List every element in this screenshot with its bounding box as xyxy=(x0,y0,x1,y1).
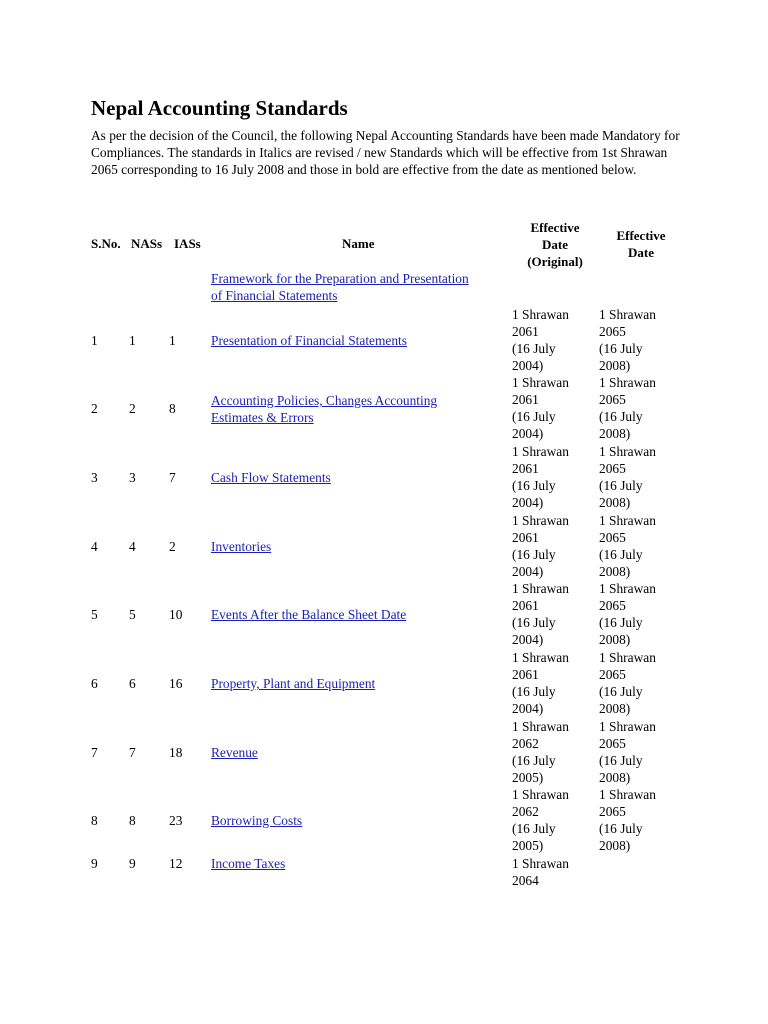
effective-original-line: (16 July xyxy=(512,615,556,630)
cell-ias: 16 xyxy=(169,676,183,691)
effective-line: 1 Shrawan xyxy=(599,375,656,390)
effective-original-line: 1 Shrawan xyxy=(512,581,569,596)
effective-original-line: 1 Shrawan xyxy=(512,375,569,390)
effective-line: (16 July xyxy=(599,341,643,356)
cell-ias: 10 xyxy=(169,607,183,622)
effective-original-line: 1 Shrawan xyxy=(512,787,569,802)
cell-nas: 6 xyxy=(129,676,136,691)
standard-name-line1[interactable]: Events After the Balance Sheet Date xyxy=(211,607,407,622)
cell-effective-original xyxy=(512,306,569,374)
effective-original-line: 1 Shrawan xyxy=(512,513,569,528)
effective-line: 2065 xyxy=(599,667,626,682)
framework-link[interactable] xyxy=(211,270,469,304)
header-effective-original-line2: Date xyxy=(542,237,568,252)
cell-effective xyxy=(599,649,656,717)
cell-effective-original xyxy=(512,374,569,442)
cell-sno: 6 xyxy=(91,676,98,691)
cell-sno: 9 xyxy=(91,856,98,871)
cell-effective xyxy=(599,374,656,442)
effective-line: 2065 xyxy=(599,324,626,339)
header-effective-original-line3: (Original) xyxy=(527,254,583,269)
cell-ias: 1 xyxy=(169,333,176,348)
effective-line: 2065 xyxy=(599,598,626,613)
standard-name-link[interactable] xyxy=(211,812,302,829)
effective-line: 1 Shrawan xyxy=(599,787,656,802)
effective-line: (16 July xyxy=(599,615,643,630)
standard-name-line1[interactable]: Income Taxes xyxy=(211,856,286,871)
cell-sno: 3 xyxy=(91,470,98,485)
standard-name-link[interactable] xyxy=(211,606,406,623)
cell-ias: 8 xyxy=(169,401,176,416)
header-sno: S.No. xyxy=(91,236,121,251)
effective-original-line: (16 July xyxy=(512,547,556,562)
effective-original-line: 2061 xyxy=(512,392,539,407)
effective-original-line: 2004) xyxy=(512,632,544,647)
effective-line: 2008) xyxy=(599,701,631,716)
cell-nas: 1 xyxy=(129,333,136,348)
effective-original-line: 1 Shrawan xyxy=(512,856,569,871)
cell-sno: 5 xyxy=(91,607,98,622)
header-effective xyxy=(600,227,682,261)
effective-line: 1 Shrawan xyxy=(599,307,656,322)
standard-name-link[interactable] xyxy=(211,744,258,761)
effective-line: 2008) xyxy=(599,426,631,441)
standard-name-line1[interactable]: Inventories xyxy=(211,539,272,554)
effective-line: (16 July xyxy=(599,478,643,493)
standard-name-link[interactable] xyxy=(211,469,331,486)
effective-line: 2065 xyxy=(599,392,626,407)
cell-effective-original xyxy=(512,580,569,648)
cell-effective-original xyxy=(512,718,569,786)
header-nass: NASs xyxy=(131,236,163,251)
header-iass: IASs xyxy=(174,236,201,251)
effective-original-line: 1 Shrawan xyxy=(512,444,569,459)
cell-effective xyxy=(599,443,656,511)
cell-effective-original xyxy=(512,443,569,511)
effective-line: (16 July xyxy=(599,684,643,699)
effective-line: 1 Shrawan xyxy=(599,513,656,528)
cell-ias: 7 xyxy=(169,470,176,485)
header-effective-original-line1: Effective xyxy=(530,220,580,235)
effective-original-line: 2062 xyxy=(512,736,539,751)
effective-original-line: 1 Shrawan xyxy=(512,307,569,322)
standard-name-link[interactable] xyxy=(211,392,437,426)
standard-name-line1[interactable]: Borrowing Costs xyxy=(211,813,303,828)
standard-name-link[interactable] xyxy=(211,332,407,349)
effective-original-line: 2004) xyxy=(512,495,544,510)
cell-effective xyxy=(599,512,656,580)
effective-original-line: 1 Shrawan xyxy=(512,719,569,734)
framework-link-line1[interactable]: Framework for the Preparation and Presentation xyxy=(211,271,469,286)
standard-name-line1[interactable]: Revenue xyxy=(211,745,258,760)
effective-line: 2008) xyxy=(599,564,631,579)
standard-name-link[interactable] xyxy=(211,675,375,692)
cell-sno: 1 xyxy=(91,333,98,348)
standard-name-link[interactable] xyxy=(211,538,271,555)
effective-line: 2008) xyxy=(599,358,631,373)
effective-line: (16 July xyxy=(599,821,643,836)
standard-name-line1[interactable]: Cash Flow Statements xyxy=(211,470,331,485)
cell-effective-original xyxy=(512,649,569,717)
cell-nas: 8 xyxy=(129,813,136,828)
effective-original-line: (16 July xyxy=(512,753,556,768)
effective-original-line: (16 July xyxy=(512,341,556,356)
cell-sno: 7 xyxy=(91,745,98,760)
standard-name-link[interactable] xyxy=(211,855,285,872)
effective-original-line: (16 July xyxy=(512,409,556,424)
effective-original-line: 2061 xyxy=(512,324,539,339)
effective-line: 2008) xyxy=(599,838,631,853)
effective-line: (16 July xyxy=(599,409,643,424)
cell-nas: 2 xyxy=(129,401,136,416)
effective-line: 1 Shrawan xyxy=(599,719,656,734)
cell-sno: 8 xyxy=(91,813,98,828)
cell-ias: 23 xyxy=(169,813,183,828)
effective-line: 1 Shrawan xyxy=(599,650,656,665)
header-effective-line2: Date xyxy=(628,245,654,260)
header-name: Name xyxy=(342,236,375,251)
cell-nas: 4 xyxy=(129,539,136,554)
effective-line: 1 Shrawan xyxy=(599,581,656,596)
effective-line: 2065 xyxy=(599,530,626,545)
effective-original-line: 1 Shrawan xyxy=(512,650,569,665)
cell-nas: 7 xyxy=(129,745,136,760)
effective-original-line: 2061 xyxy=(512,530,539,545)
cell-sno: 2 xyxy=(91,401,98,416)
effective-original-line: 2005) xyxy=(512,770,544,785)
effective-original-line: 2004) xyxy=(512,701,544,716)
effective-line: (16 July xyxy=(599,547,643,562)
effective-line: 2065 xyxy=(599,736,626,751)
cell-effective-original xyxy=(512,512,569,580)
page-title: Nepal Accounting Standards xyxy=(91,96,348,120)
standard-name-line1[interactable]: Presentation of Financial Statements xyxy=(211,333,407,348)
cell-ias: 2 xyxy=(169,539,176,554)
standard-name-line1[interactable]: Accounting Policies, Changes Accounting xyxy=(211,393,438,408)
effective-line: 1 Shrawan xyxy=(599,444,656,459)
effective-original-line: 2005) xyxy=(512,838,544,853)
cell-effective xyxy=(599,580,656,648)
effective-original-line: 2061 xyxy=(512,667,539,682)
intro-paragraph: As per the decision of the Council, the following Nepal Accounting Standards have been made Mandatory for Compliances. The standards in Italics are revised / new Standards which will be effective from 1st Shrawan 2065 corresponding to 16 July 2008 and those in bold are effective from the date as mentioned below. xyxy=(91,128,680,177)
effective-line: 2008) xyxy=(599,632,631,647)
effective-original-line: (16 July xyxy=(512,821,556,836)
effective-original-line: 2061 xyxy=(512,461,539,476)
effective-original-line: 2004) xyxy=(512,564,544,579)
effective-line: 2008) xyxy=(599,495,631,510)
effective-original-line: 2062 xyxy=(512,804,539,819)
cell-ias: 18 xyxy=(169,745,183,760)
cell-nas: 5 xyxy=(129,607,136,622)
cell-ias: 12 xyxy=(169,856,183,871)
effective-original-line: (16 July xyxy=(512,478,556,493)
effective-original-line: 2064 xyxy=(512,873,539,888)
effective-original-line: 2004) xyxy=(512,426,544,441)
header-effective-original xyxy=(512,219,598,270)
framework-link-line2[interactable]: of Financial Statements xyxy=(211,288,338,303)
effective-original-line: 2004) xyxy=(512,358,544,373)
standard-name-line1[interactable]: Property, Plant and Equipment xyxy=(211,676,376,691)
effective-line: 2065 xyxy=(599,461,626,476)
effective-line: (16 July xyxy=(599,753,643,768)
effective-line: 2008) xyxy=(599,770,631,785)
effective-line: 2065 xyxy=(599,804,626,819)
cell-effective-original xyxy=(512,855,569,889)
cell-effective xyxy=(599,786,656,854)
effective-original-line: (16 July xyxy=(512,684,556,699)
standard-name-line2[interactable]: Estimates & Errors xyxy=(211,410,314,425)
cell-nas: 9 xyxy=(129,856,136,871)
cell-effective xyxy=(599,306,656,374)
effective-original-line: 2061 xyxy=(512,598,539,613)
cell-nas: 3 xyxy=(129,470,136,485)
cell-sno: 4 xyxy=(91,539,98,554)
header-effective-line1: Effective xyxy=(616,228,666,243)
cell-effective xyxy=(599,718,656,786)
cell-effective-original xyxy=(512,786,569,854)
